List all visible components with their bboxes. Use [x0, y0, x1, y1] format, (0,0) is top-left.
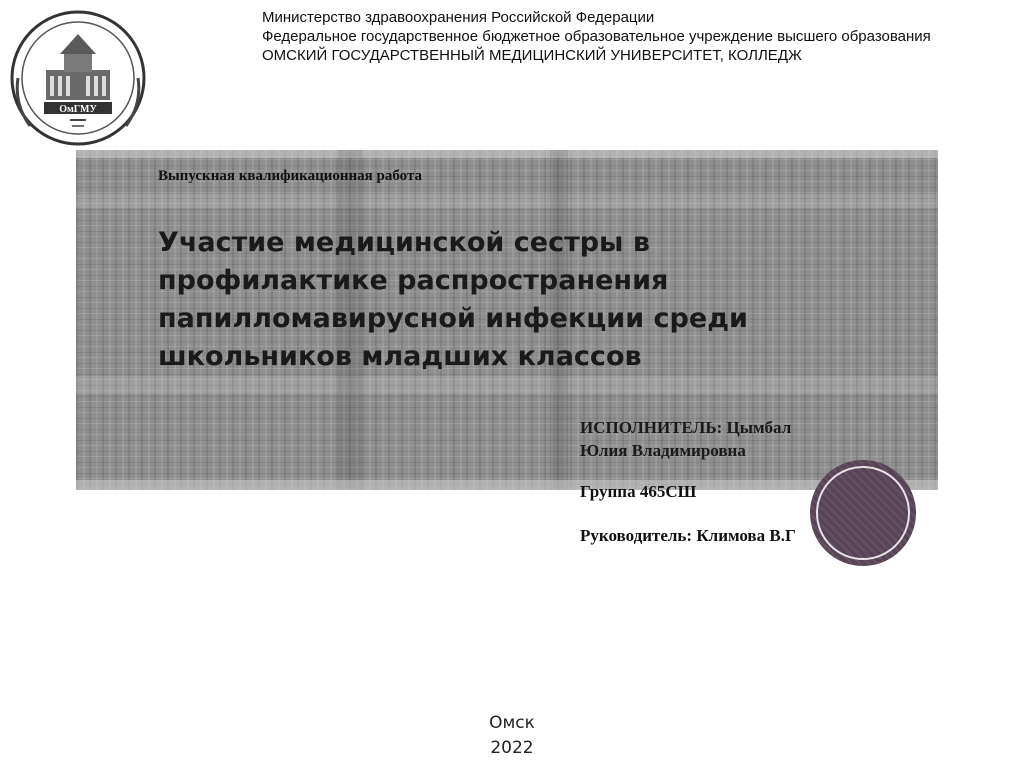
thesis-title [158, 224, 918, 376]
group-label: Группа 465СШ [580, 482, 697, 501]
city-label: Омск [489, 713, 535, 733]
thesis-title-line: школьников младших классов [158, 341, 642, 372]
supervisor-label: Руководитель: Климова В.Г [580, 526, 796, 545]
thesis-title-line: папилломавирусной инфекции среди [158, 303, 748, 334]
performer-info [580, 416, 910, 462]
performer-name: Юлия Владимировна [580, 441, 746, 460]
institution-header [262, 8, 1022, 65]
thesis-title-line: Участие медицинской сестры в [158, 227, 650, 258]
svg-text:ОмГМУ: ОмГМУ [59, 104, 97, 115]
thesis-title-line: профилактике распространения [158, 265, 669, 296]
university-name: ОМСКИЙ ГОСУДАРСТВЕННЫЙ МЕДИЦИНСКИЙ УНИВЕРСИТЕТ, КОЛЛЕДЖ [262, 47, 802, 64]
performer-label: ИСПОЛНИТЕЛЬ: Цымбал [580, 418, 792, 437]
institution-name: Федеральное государственное бюджетное образовательное учреждение высшего образования [262, 28, 931, 45]
banner-edge-bottom [76, 480, 938, 490]
work-type-subtitle: Выпускная квалификационная работа [158, 168, 423, 184]
decorative-circle [810, 460, 916, 566]
banner-band [76, 194, 938, 208]
banner-edge-top [76, 150, 938, 158]
ministry-name: Министерство здравоохранения Российской Федерации [262, 9, 655, 26]
banner-band [76, 376, 938, 394]
university-seal-logo [8, 8, 148, 148]
year-label: 2022 [490, 738, 534, 758]
